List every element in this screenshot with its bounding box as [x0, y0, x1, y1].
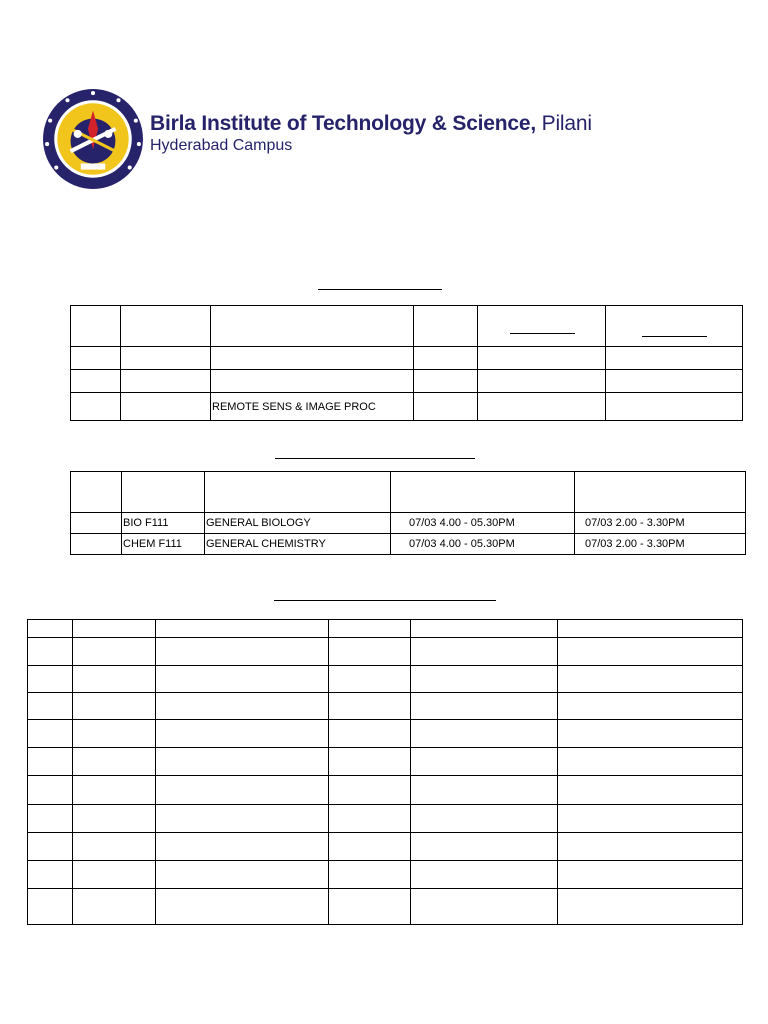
- course-code-cell: BIO F111: [122, 513, 205, 534]
- table-cell: [329, 805, 411, 833]
- date-time-cell: 07/03 4.00 - 05.30PM: [391, 513, 575, 534]
- table-cell: [211, 370, 414, 393]
- section-3-title-line: [274, 600, 496, 601]
- table-cell: [558, 861, 743, 889]
- table-row: [28, 889, 743, 925]
- table-cell: [411, 748, 558, 776]
- campus-name: Hyderabad Campus: [150, 137, 293, 154]
- table-cell: [558, 833, 743, 861]
- table-cell: [73, 638, 156, 666]
- table-row: [71, 534, 746, 555]
- table-cell: [28, 748, 73, 776]
- table-cell: [329, 861, 411, 889]
- table-cell: [71, 534, 122, 555]
- table-cell: [411, 861, 558, 889]
- table-cell: [156, 889, 329, 925]
- table-cell: [478, 393, 606, 421]
- table-row: [71, 513, 746, 534]
- table-cell: [156, 666, 329, 693]
- header-cell: [414, 306, 478, 347]
- table-cell: [411, 776, 558, 805]
- table-row: [71, 370, 743, 393]
- table-row: [28, 720, 743, 748]
- table-cell: [478, 347, 606, 370]
- table-cell: [28, 805, 73, 833]
- table-row: [71, 393, 743, 421]
- table-cell: [73, 693, 156, 720]
- table-cell: [478, 370, 606, 393]
- table-header-row: [28, 620, 743, 638]
- table-cell: [28, 638, 73, 666]
- table-cell: [73, 776, 156, 805]
- table-cell: [329, 720, 411, 748]
- table-row: [28, 666, 743, 693]
- table-cell: [28, 720, 73, 748]
- table-cell: [156, 720, 329, 748]
- table-cell: [558, 805, 743, 833]
- table-row: [28, 861, 743, 889]
- header-cell: [205, 472, 391, 513]
- course-code-cell: CHEM F111: [122, 534, 205, 555]
- date-time-cell: 07/03 2.00 - 3.30PM: [575, 534, 746, 555]
- table-cell: [558, 638, 743, 666]
- table-cell: [606, 347, 743, 370]
- table-cell: [73, 805, 156, 833]
- table-cell: [329, 748, 411, 776]
- table-cell: [156, 693, 329, 720]
- header-cell: [121, 306, 211, 347]
- table-cell: [411, 889, 558, 925]
- table-cell: [414, 347, 478, 370]
- header-cell: [478, 306, 606, 347]
- table-header-row: [71, 472, 746, 513]
- table-cell: [411, 620, 558, 638]
- table-1: [70, 305, 743, 421]
- header-cell: [606, 306, 743, 347]
- table-cell: [156, 776, 329, 805]
- table-cell: [411, 805, 558, 833]
- table-cell: REMOTE SENS & IMAGE PROC: [211, 393, 414, 421]
- table-cell: [73, 720, 156, 748]
- table-row: [28, 833, 743, 861]
- header-cell: [575, 472, 746, 513]
- table-cell: [329, 833, 411, 861]
- table-row: [28, 638, 743, 666]
- table-cell: [558, 889, 743, 925]
- table-cell: [73, 889, 156, 925]
- table-header-row: [71, 306, 743, 347]
- header-cell: [122, 472, 205, 513]
- table-cell: [73, 666, 156, 693]
- table-row: [28, 748, 743, 776]
- table-cell: [156, 638, 329, 666]
- table-cell: [156, 748, 329, 776]
- table-cell: [73, 748, 156, 776]
- table-cell: [28, 833, 73, 861]
- table-cell: [71, 370, 121, 393]
- table-cell: [71, 393, 121, 421]
- table-cell: [28, 861, 73, 889]
- table-cell: [414, 370, 478, 393]
- table-2: [70, 471, 746, 555]
- table-row: [28, 805, 743, 833]
- table-cell: [329, 889, 411, 925]
- table-cell: [411, 693, 558, 720]
- table-cell: [558, 720, 743, 748]
- table-cell: [411, 720, 558, 748]
- date-time-cell: 07/03 4.00 - 05.30PM: [391, 534, 575, 555]
- course-name-cell: GENERAL CHEMISTRY: [205, 534, 391, 555]
- table-cell: [73, 833, 156, 861]
- table-cell: [606, 370, 743, 393]
- table-cell: [606, 393, 743, 421]
- table-cell: [411, 666, 558, 693]
- table-3: [27, 619, 743, 925]
- table-row: [28, 776, 743, 805]
- table-cell: [211, 347, 414, 370]
- table-cell: [28, 666, 73, 693]
- bits-logo: [42, 88, 144, 190]
- table-cell: [329, 693, 411, 720]
- table-cell: [329, 620, 411, 638]
- header-cell: [71, 472, 122, 513]
- table-cell: [156, 861, 329, 889]
- table-cell: [558, 748, 743, 776]
- table-cell: [28, 889, 73, 925]
- table-cell: [73, 620, 156, 638]
- header-cell: [391, 472, 575, 513]
- header-cell: [71, 306, 121, 347]
- table-cell: [156, 620, 329, 638]
- table-cell: [558, 693, 743, 720]
- table-cell: [414, 393, 478, 421]
- table-cell: [156, 805, 329, 833]
- table-cell: [329, 776, 411, 805]
- table-cell: [71, 513, 122, 534]
- section-2-title-line: [275, 458, 475, 459]
- table-cell: [558, 666, 743, 693]
- table-row: [28, 693, 743, 720]
- table-cell: [28, 620, 73, 638]
- date-time-cell: 07/03 2.00 - 3.30PM: [575, 513, 746, 534]
- table-cell: [156, 833, 329, 861]
- table-cell: [28, 693, 73, 720]
- section-1-title-line: [318, 289, 442, 290]
- table-cell: [411, 833, 558, 861]
- table-cell: [329, 638, 411, 666]
- table-row: [71, 347, 743, 370]
- table-cell: [71, 347, 121, 370]
- table-cell: [28, 776, 73, 805]
- table-cell: [558, 620, 743, 638]
- table-cell: [121, 370, 211, 393]
- table-cell: [73, 861, 156, 889]
- header-cell: [211, 306, 414, 347]
- table-cell: [558, 776, 743, 805]
- course-name-cell: GENERAL BIOLOGY: [205, 513, 391, 534]
- table-cell: [121, 393, 211, 421]
- table-cell: [411, 638, 558, 666]
- table-cell: [121, 347, 211, 370]
- table-cell: [329, 666, 411, 693]
- institute-name: Birla Institute of Technology & Science, Pilani: [150, 112, 592, 135]
